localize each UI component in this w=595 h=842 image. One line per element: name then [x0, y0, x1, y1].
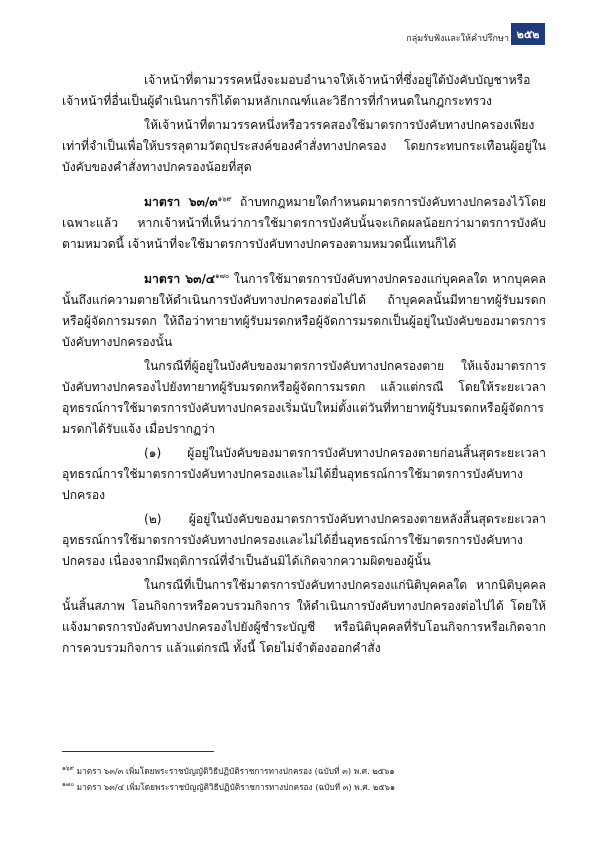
section-paragraph	[62, 192, 546, 255]
section-heading: มาตรา ๖๓/๔	[144, 272, 216, 286]
section-paragraph	[62, 269, 546, 353]
footnote-ref: ๑๗๐	[215, 271, 230, 280]
footnotes	[62, 762, 546, 794]
list-item: (๒) ผู้อยู่ในบังคับของมาตรการบังคับทางปกครองตายหลังสิ้นสุดระยะเวลาอุทธรณ์การใช้มาตรการบังคับทางปกครองและไม่ได้ยื่นอุทธรณ์การใช้มาตรการบังคับทางปกครอง เนื่องจากมีพฤติการณ์ที่จำเป็นอันมิได้เกิดจากความผิดของผู้นั้น	[62, 512, 546, 568]
paragraph-text: ถ้าบทกฎหมายใดกำหนดมาตรการบังคับทางปกครองไว้โดยเฉพาะแล้ว หากเจ้าหน้าที่เห็นว่าการใช้มาตรการบังคับนั้นจะเกิดผลน้อยกว่ามาตรการบังคับตามหมวดนี้ เจ้าหน้าที่จะใช้มาตรการบังคับทางปกครองตามหมวดนี้แทนก็ได้	[62, 195, 546, 251]
footnote-text: มาตรา ๖๓/๔ เพิ่มโดยพระราชบัญญัติวิธีปฏิบัติราชการทางปกครอง (ฉบับที่ ๓) พ.ศ. ๒๕๖๑	[76, 781, 396, 792]
paragraph: เจ้าหน้าที่ตามวรรคหนึ่งจะมอบอำนาจให้เจ้าหน้าที่ซึ่งอยู่ใต้บังคับบัญชาหรือเจ้าหน้าที่อื่นเป็นผู้ดำเนินการก็ได้ตามหลักเกณฑ์และวิธีการที่กำหนดในกฎกระทรวง	[62, 73, 531, 108]
footnote	[62, 762, 546, 778]
document-body	[62, 70, 546, 662]
header-section-label: กลุ่มรับฟังและให้คำปรึกษา	[406, 34, 509, 44]
footnote-number: ๑๗๐	[62, 780, 74, 788]
footnote-number: ๑๖๙	[62, 765, 75, 772]
footnote-ref: ๑๖๙	[217, 194, 232, 203]
list-item: (๑) ผู้อยู่ในบังคับของมาตรการบังคับทางปกครองตายก่อนสิ้นสุดระยะเวลาอุทธรณ์การใช้มาตรการบังคับทางปกครองและไม่ได้ยื่นอุทธรณ์การใช้มาตรการบังคับทางปกครอง	[62, 446, 546, 502]
footnote	[62, 778, 546, 794]
page-number-badge: ๒๕๒	[511, 23, 545, 45]
footnote-divider	[62, 751, 214, 752]
paragraph-text: ในการใช้มาตรการบังคับทางปกครองแก่บุคคลใด หากบุคคลนั้นถึงแก่ความตายให้ดำเนินการบังคับทางปกครองต่อไปได้ ถ้าบุคคลนั้นมีทายาทผู้รับมรดกหรือผู้จัดการมรดก ให้ถือว่าทายาทผู้รับมรดกหรือผู้จัดการมรดกเป็นผู้อยู่ในบังคับของมาตรการบังคับทางปกครองนั้น	[62, 272, 546, 349]
footnote-text: มาตรา ๖๓/๓ เพิ่มโดยพระราชบัญญัติวิธีปฏิบัติราชการทางปกครอง (ฉบับที่ ๓) พ.ศ. ๒๕๖๑	[76, 765, 395, 776]
section-heading: มาตรา ๖๓/๓	[144, 195, 218, 209]
paragraph: ในกรณีที่ผู้อยู่ในบังคับของมาตรการบังคับทางปกครองตาย ให้แจ้งมาตรการบังคับทางปกครองไปยังทายาทผู้รับมรดกหรือผู้จัดการมรดก แล้วแต่กรณี โดยให้ระยะเวลาอุทธรณ์การใช้มาตรการบังคับทางปกครองเริ่มนับใหม่ตั้งแต่วันที่ทายาทผู้รับมรดกหรือผู้จัดการมรดกได้รับแจ้ง เมื่อปรากฏว่า	[62, 359, 546, 436]
paragraph: ให้เจ้าหน้าที่ตามวรรคหนึ่งหรือวรรคสองใช้มาตรการบังคับทางปกครองเพียงเท่าที่จำเป็นเพื่อให้บรรลุตามวัตถุประสงค์ของคำสั่งทางปกครอง โดยกระทบกระเทือนผู้อยู่ในบังคับของคำสั่งทางปกครองน้อยที่สุด	[62, 118, 546, 174]
paragraph: ในกรณีที่เป็นการใช้มาตรการบังคับทางปกครองแก่นิติบุคคลใด หากนิติบุคคลนั้นสิ้นสภาพ โอนกิจการหรือควบรวมกิจการ ให้ดำเนินการบังคับทางปกครองต่อไปได้ โดยให้แจ้งมาตรการบังคับทางปกครองไปยังผู้ชำระบัญชี หรือนิติบุคคลที่รับโอนกิจการหรือเกิดจากการควบรวมกิจการ แล้วแต่กรณี ทั้งนี้ โดยไม่จำต้องออกคำสั่ง	[62, 578, 546, 655]
